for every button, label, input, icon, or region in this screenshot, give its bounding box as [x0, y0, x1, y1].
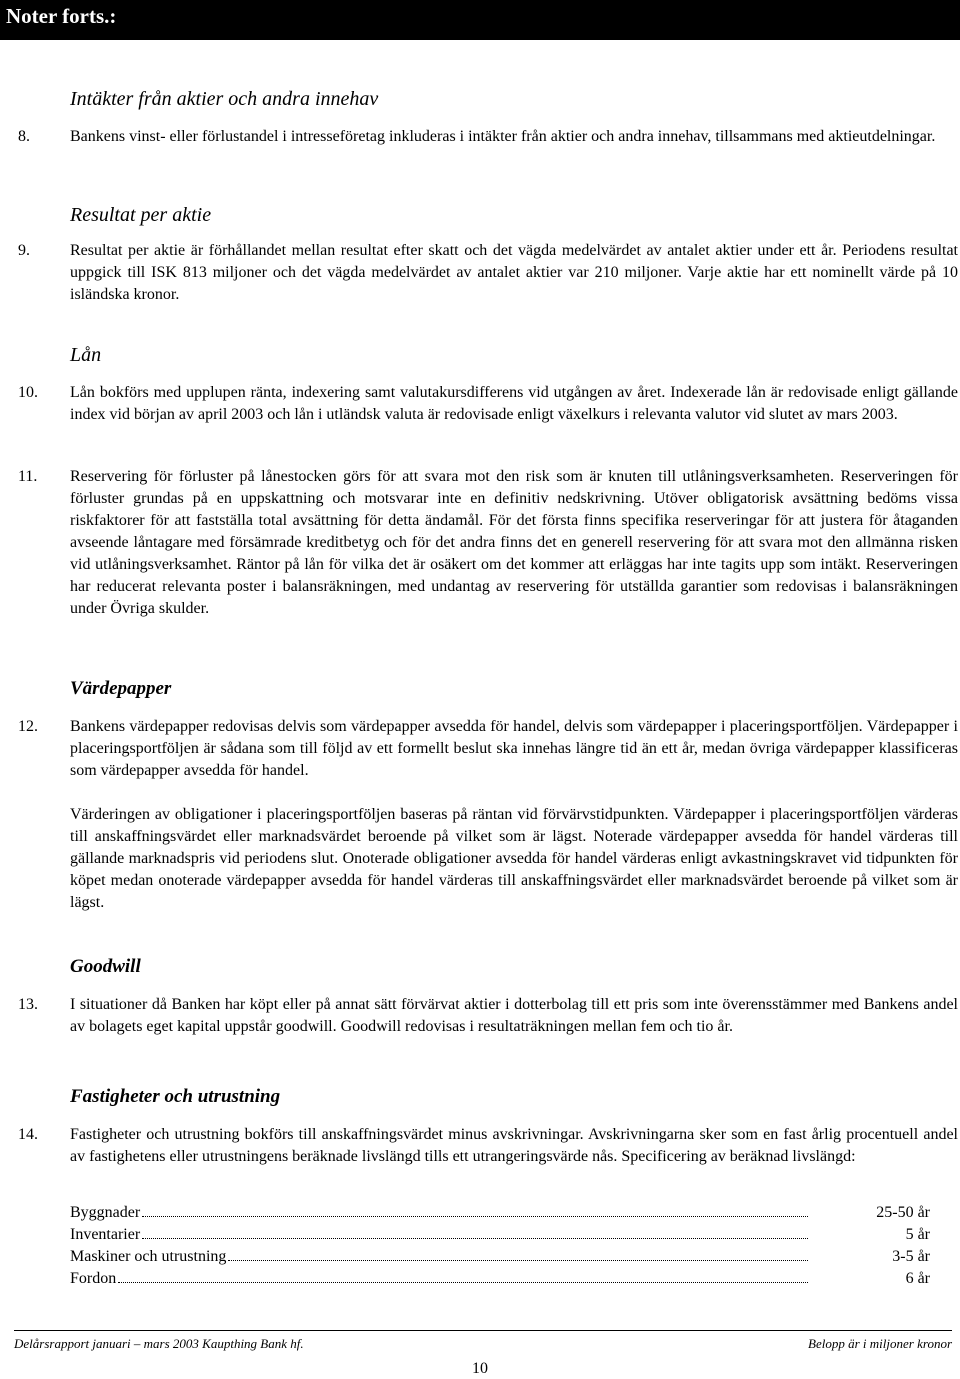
section-heading: Fastigheter och utrustning	[70, 1086, 281, 1107]
note-number: 12.	[18, 718, 38, 735]
note-11	[18, 466, 958, 620]
note-10	[18, 382, 958, 426]
note-number: 10.	[18, 384, 38, 401]
lifetime-label: Fordon	[70, 1270, 117, 1287]
note-number: 13.	[18, 996, 38, 1013]
lifetime-value: 5 år	[905, 1226, 930, 1243]
note-9	[18, 240, 958, 306]
note-text: Reservering för förluster på lånestocken görs för att svara mot den risk som är knuten till utlåningsverksamheten. Reserveringen för förluster grundas på en uppskattning och motsvarar inte en definitiv nedskrivning. Utöver obligatorisk avsättning bedöms vissa riskfaktorer för att fastställa total avsättning för detta ändamål. För det första finns specifika reserveringar för att justera för åtaganden avseende låntagare med försämrade kreditbetyg och för det andra finns det en generell reservering för att svara mot den allmänna risken vid utlåningsverksamhet. Räntor på lån för vilka det är osäkert om det kommer att erläggas har inte tagits upp som intäkt. Reserveringen har reducerat relevanta poster i balansräkningen, med undantag av reservering för utställda garantier som redovisas i balansräkningen under Övriga skulder.	[70, 468, 958, 617]
page-header-title: Noter forts.:	[6, 4, 117, 28]
page-number: 10	[472, 1360, 488, 1377]
lifetime-value: 6 år	[905, 1270, 930, 1287]
note-text: Fastigheter och utrustning bokförs till anskaffningsvärdet minus avskrivningar. Avskrivningarna sker som en fast årlig procentuell andel av fastighetens eller utrustningens beräknade livslängd tills ett utrangeringsvärde nås. Specificering av beräknad livslängd:	[70, 1126, 958, 1165]
note-text: Resultat per aktie är förhållandet mellan resultat efter skatt och det vägda medelvärdet av antalet aktier under ett år. Periodens resultat uppgick till ISK 813 miljoner och det vägda medelvärdet av antalet aktier var 210 miljoner. Varje aktie har ett nominellt värde på 10 isländska kronor.	[70, 242, 958, 303]
footer-currency-note: Belopp är i miljoner kronor	[808, 1336, 952, 1351]
note-text: Bankens värdepapper redovisas delvis som värdepapper avsedda för handel, delvis som värdepapper i placeringsportföljen. Värdepapper i placeringsportföljen är sådana som till följd av ett formellt beslut ska innehas längre tid än ett år, medan övriga värdepapper klassificeras som värdepapper avsedda för handel.	[70, 718, 958, 779]
section-heading: Resultat per aktie	[70, 204, 212, 226]
dot-leader	[118, 1282, 808, 1283]
lifetime-row	[70, 1226, 930, 1248]
note-text-2: Värderingen av obligationer i placeringsportföljen baseras på räntan vid förvärvstidpunkten. Värdepapper i placeringsportföljen värderas till anskaffningsvärdet eller marknadsvärdet beroende på vilket som är lägst. Noterade värdepapper avsedda för handel värderas till gällande marknadspris vid periodens slut. Onoterade obligationer avsedda för handel värderas enligt avkastningskravet vid tidpunkten för köpet medan onoterade värdepapper avsedda för handel värderas till anskaffningsvärdet eller marknadsvärdet beroende på vilket som är lägst.	[70, 806, 958, 911]
note-text: I situationer då Banken har köpt eller på annat sätt förvärvat aktier i dotterbolag till ett pris som inte överensstämmer med Bankens andel av bolagets eget kapital uppstår goodwill. Goodwill redovisas i resultaträkningen mellan fem och tio år.	[70, 996, 958, 1035]
note-text: Bankens vinst- eller förlustandel i intresseföretag inkluderas i intäkter från aktier och andra innehav, tillsammans med aktieutdelningar.	[70, 128, 936, 145]
note-12	[18, 716, 958, 914]
note-number: 11.	[18, 468, 38, 485]
dot-leader	[142, 1216, 808, 1217]
note-number: 8.	[18, 128, 30, 145]
lifetime-label: Inventarier	[70, 1226, 141, 1243]
lifetime-value: 3-5 år	[892, 1248, 930, 1265]
note-14	[18, 1124, 958, 1168]
note-8	[18, 126, 958, 148]
lifetime-row	[70, 1204, 930, 1226]
note-number: 14.	[18, 1126, 38, 1143]
note-number: 9.	[18, 242, 30, 259]
dot-leader	[142, 1238, 808, 1239]
lifetime-row	[70, 1270, 930, 1292]
footer-divider	[14, 1330, 952, 1331]
dot-leader	[228, 1260, 808, 1261]
note-13	[18, 994, 958, 1038]
section-heading: Lån	[70, 344, 102, 366]
lifetime-label: Byggnader	[70, 1204, 141, 1221]
section-heading: Goodwill	[70, 956, 141, 977]
lifetime-label: Maskiner och utrustning	[70, 1248, 227, 1265]
lifetime-value: 25-50 år	[876, 1204, 930, 1221]
page-header-bar	[0, 0, 960, 40]
note-text: Lån bokförs med upplupen ränta, indexering samt valutakursdifferens vid utgången av året. Indexerade lån är redovisade enligt gällande index vid början av april 2003 och lån i utländsk valuta är redovisade enligt växelkurs i relevanta valutor vid slutet av mars 2003.	[70, 384, 958, 423]
lifetime-table	[70, 1204, 930, 1292]
footer-report-title: Delårsrapport januari – mars 2003 Kaupthing Bank hf.	[14, 1336, 304, 1351]
lifetime-row	[70, 1248, 930, 1270]
section-heading: Intäkter från aktier och andra innehav	[70, 88, 379, 110]
section-heading: Värdepapper	[70, 678, 172, 699]
